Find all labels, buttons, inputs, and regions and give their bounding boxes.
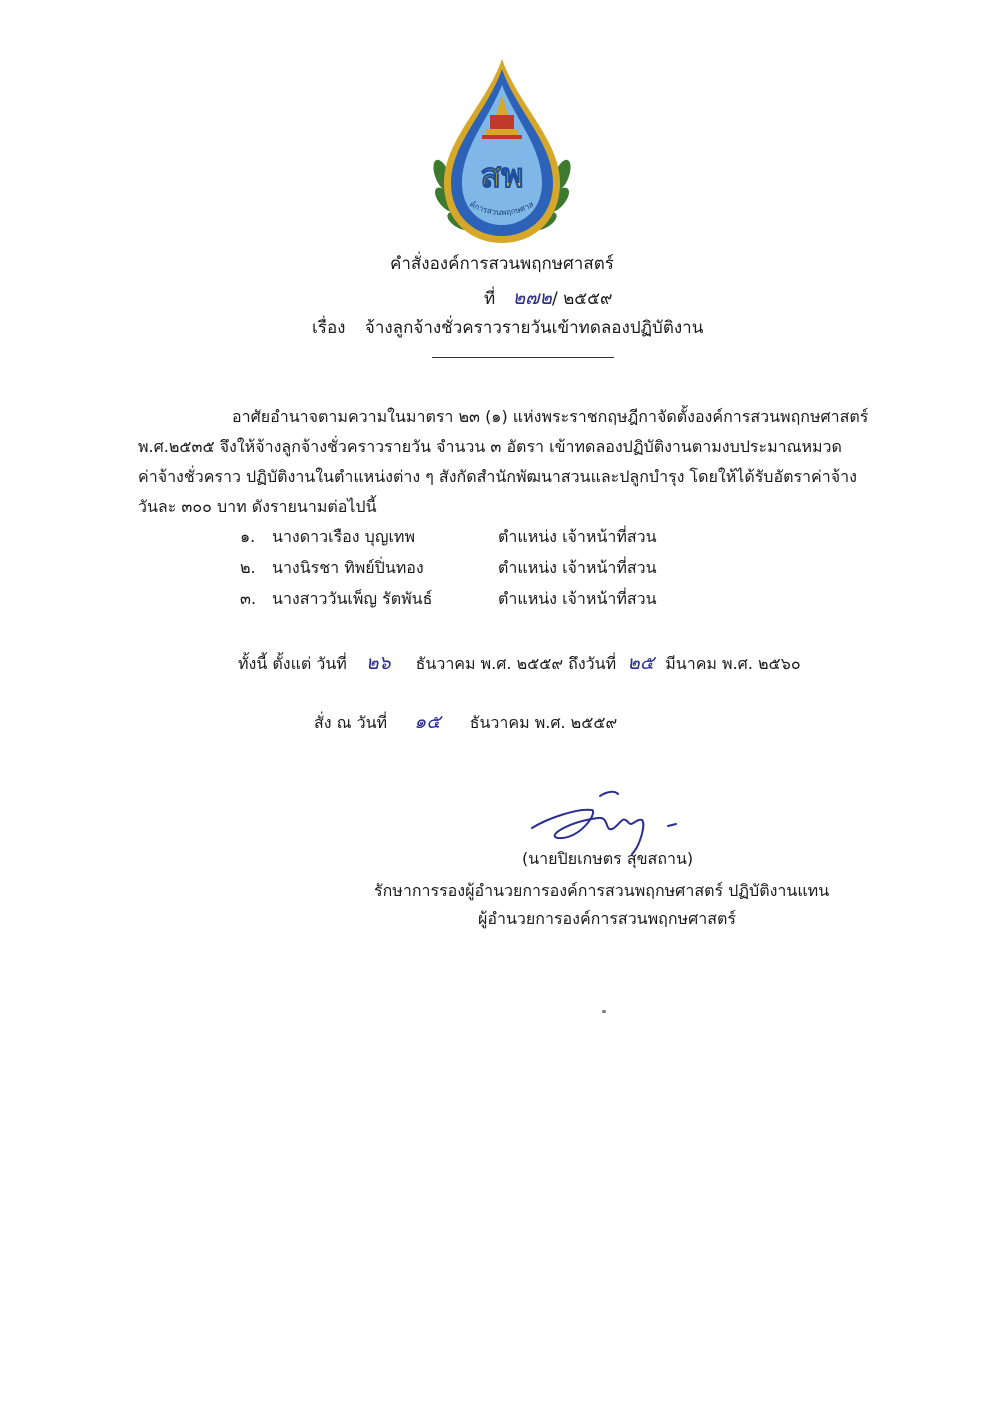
employee-no: ๓. <box>240 589 257 608</box>
body-line-1: อาศัยอำนาจตามความในมาตรา ๒๓ (๑) แห่งพระราชกฤษฎีกาจัดตั้งองค์การสวนพฤกษศาสตร์ <box>232 407 869 426</box>
ordered-prefix: สั่ง ณ วันที่ <box>314 713 388 732</box>
svg-text:สพ: สพ <box>480 156 524 196</box>
logo-text: ค์การสวนพฤกษศาส <box>468 199 536 218</box>
effective-period-line <box>238 648 801 678</box>
scan-speck <box>602 1010 606 1013</box>
employee-position: ตำแหน่ง เจ้าหน้าที่สวน <box>498 589 657 608</box>
body-line-3: ค่าจ้างชั่วคราว ปฏิบัติงานในตำแหน่งต่าง ๆ สังกัดสำนักพัฒนาสวนและปลูกบำรุง โดยให้ได้รับอัตราค่าจ้าง <box>138 467 857 486</box>
end-day-handwritten: ๒๕ <box>627 652 655 674</box>
body-line-4: วันละ ๓๐๐ บาท ดังรายนามต่อไปนี้ <box>138 497 377 516</box>
employee-position: ตำแหน่ง เจ้าหน้าที่สวน <box>498 527 657 546</box>
ordered-day-handwritten: ๑๕ <box>414 711 441 733</box>
header-divider <box>432 357 614 358</box>
effective-end-rest: มีนาคม พ.ศ. ๒๕๖๐ <box>665 654 801 673</box>
body-line-2: พ.ศ.๒๕๓๕ จึงให้จ้างลูกจ้างชั่วคราวรายวัน จำนวน ๓ อัตรา เข้าทดลองปฏิบัติงานตามงบประมาณหมวด <box>138 437 842 456</box>
employee-name: นางสาววันเพ็ญ รัตพันธ์ <box>272 589 433 608</box>
employee-name: นางดาวเรือง บุญเทพ <box>272 527 416 546</box>
employee-no: ๑. <box>240 527 256 546</box>
ordered-date-line <box>314 707 617 737</box>
order-number-prefix: ที่ <box>484 289 496 309</box>
effective-start-rest: ธันวาคม พ.ศ. ๒๕๕๙ ถึงวันที่ <box>415 654 617 673</box>
employee-name: นางนิรชา ทิพย์ปิ่นทอง <box>272 558 424 577</box>
organization-logo <box>428 55 576 250</box>
signer-title-line-1: รักษาการรองผู้อำนวยการองค์การสวนพฤกษศาสตร์ ปฏิบัติงานแทน <box>374 881 830 900</box>
order-number-line <box>484 283 613 313</box>
subject-text: จ้างลูกจ้างชั่วคราวรายวันเข้าทดลองปฏิบัติงาน <box>364 318 704 338</box>
order-number-suffix: / ๒๕๕๙ <box>551 289 613 309</box>
effective-prefix: ทั้งนี้ ตั้งแต่ วันที่ <box>238 654 347 673</box>
order-subject-line <box>312 314 703 341</box>
employee-no: ๒. <box>240 558 256 577</box>
order-title: คำสั่งองค์การสวนพฤกษศาสตร์ <box>390 254 614 274</box>
start-day-handwritten: ๒๖ <box>365 652 391 674</box>
order-number-handwritten: ๒๗๒ <box>512 287 552 309</box>
subject-label: เรื่อง <box>312 318 346 338</box>
employee-position: ตำแหน่ง เจ้าหน้าที่สวน <box>498 558 657 577</box>
signer-name: (นายปิยเกษตร สุขสถาน) <box>522 849 694 868</box>
ordered-rest: ธันวาคม พ.ศ. ๒๕๕๙ <box>469 713 618 732</box>
signer-title-line-2: ผู้อำนวยการองค์การสวนพฤกษศาสตร์ <box>478 909 736 928</box>
